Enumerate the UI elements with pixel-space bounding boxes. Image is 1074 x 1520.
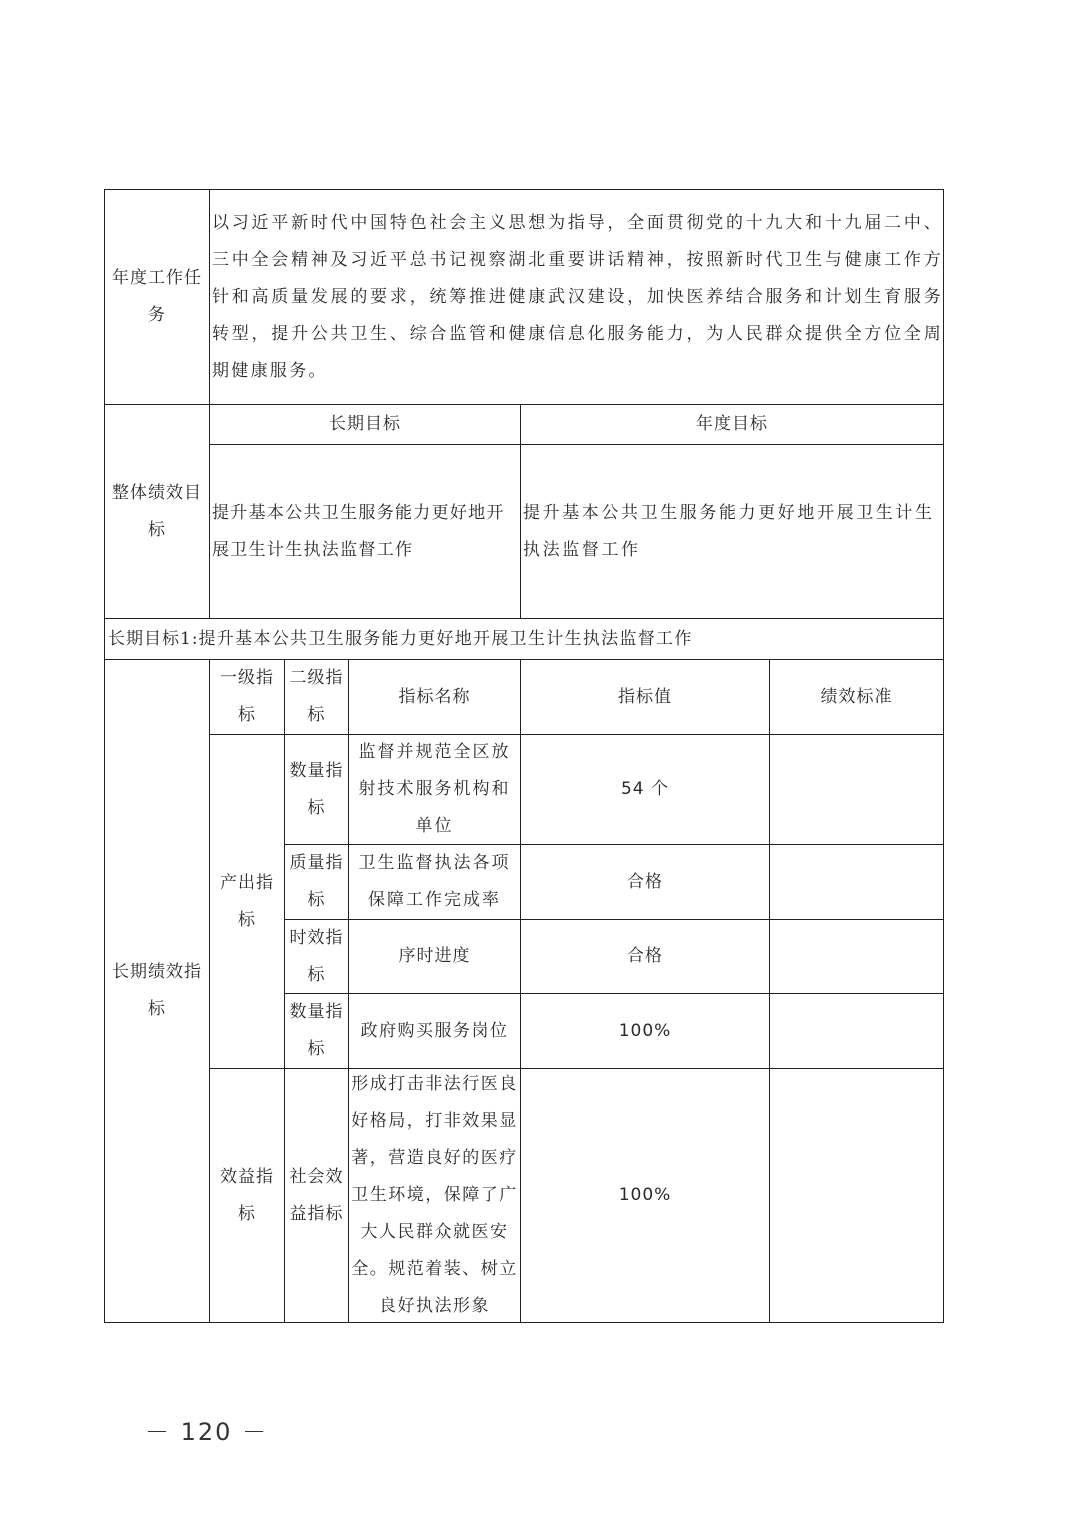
table-row-4-name	[349, 1069, 520, 1322]
name-text: 形成打击非法行医良好格局，打非效果显著，营造良好的医疗卫生环境，保障了广大人民群众就医安全。规范着装、树立良好执法形象	[351, 1074, 518, 1316]
value-text: 100%	[618, 1020, 672, 1041]
table-row-4-standard	[770, 1069, 943, 1322]
indicators-label	[105, 660, 209, 1322]
level1-benefit-text: 效益指标	[220, 1166, 274, 1224]
level1-benefit	[210, 1069, 284, 1322]
value-text: 合格	[627, 871, 663, 892]
long-content-text: 提升基本公共卫生服务能力更好地开展卫生计生执法监督工作	[212, 502, 505, 560]
overall-long-content	[210, 445, 520, 618]
overall-annual-header	[521, 405, 943, 444]
table-row-3-name	[349, 994, 520, 1068]
table-row-4-value	[521, 1069, 769, 1322]
level2-text: 社会效益指标	[289, 1166, 344, 1224]
table-row-2-name	[349, 920, 520, 993]
table-row-3-standard	[770, 994, 943, 1068]
level2-text: 数量指标	[289, 1002, 344, 1059]
value-text: 合格	[627, 946, 663, 966]
table-row-2-value	[521, 920, 769, 993]
table-row-0-standard	[770, 735, 943, 844]
task-content	[210, 190, 943, 404]
long-goal-row	[105, 619, 943, 659]
table-row-4-level2	[285, 1069, 348, 1322]
header-value-text: 指标值	[618, 686, 672, 707]
header-level2-text: 二级指标	[289, 668, 344, 725]
header-name	[349, 660, 520, 734]
table-row-1-standard	[770, 845, 943, 919]
name-text: 序时进度	[398, 946, 471, 966]
task-content-text: 以习近平新时代中国特色社会主义思想为指导，全面贯彻党的十九大和十九届二中、三中全会精神及习近平总书记视察湖北重要讲话精神，按照新时代卫生与健康工作方针和高质量发展的要求，统筹推进健康武汉建设，加快医养结合服务和计划生育服务转型，提升公共卫生、综合监管和健康信息化服务能力，为人民群众提供全方位全周期健康服务。	[212, 212, 943, 381]
level2-text: 质量指标	[289, 853, 344, 910]
table-row-0-level2	[285, 735, 348, 844]
overall-label-text: 整体绩效目标	[112, 482, 202, 540]
long-header-text: 长期目标	[329, 414, 401, 434]
page-number: － 120 －	[145, 1418, 269, 1446]
overall-label	[105, 405, 209, 618]
header-value	[521, 660, 769, 734]
table-row-3-value	[521, 994, 769, 1068]
level1-output	[210, 735, 284, 1068]
header-standard-text: 绩效标准	[820, 686, 893, 707]
table-row-0-name	[349, 735, 520, 844]
long-goal-label: 长期目标1:	[108, 628, 199, 649]
header-name-text: 指标名称	[398, 686, 471, 707]
header-level1-text: 一级指标	[220, 668, 274, 725]
value-text: 54 个	[620, 779, 670, 799]
table-row-3-level2	[285, 994, 348, 1068]
indicators-label-text: 长期绩效指标	[112, 962, 202, 1019]
table-row-1-name	[349, 845, 520, 919]
level2-text: 时效指标	[289, 927, 344, 985]
table-row-1-value	[521, 845, 769, 919]
name-text: 政府购买服务岗位	[360, 1020, 509, 1041]
table-row-2-level2	[285, 920, 348, 993]
name-text: 监督并规范全区放射技术服务机构和单位	[358, 742, 511, 836]
header-standard	[770, 660, 943, 734]
table-row-1-level2	[285, 845, 348, 919]
overall-annual-content	[521, 445, 943, 618]
level2-text: 数量指标	[289, 760, 344, 818]
long-goal-content: 提升基本公共卫生服务能力更好地开展卫生计生执法监督工作	[198, 628, 693, 649]
header-level2	[285, 660, 348, 734]
table-row-0-value	[521, 735, 769, 844]
level1-output-text: 产出指标	[220, 872, 274, 930]
annual-content-text: 提升基本公共卫生服务能力更好地开展卫生计生执法监督工作	[523, 502, 935, 560]
value-text: 100%	[618, 1185, 672, 1205]
header-level1	[210, 660, 284, 734]
name-text: 卫生监督执法各项保障工作完成率	[358, 853, 511, 910]
overall-long-header	[210, 405, 520, 444]
task-label	[105, 190, 209, 404]
table-row-2-standard	[770, 920, 943, 993]
task-label-text: 年度工作任务	[112, 268, 202, 325]
annual-header-text: 年度目标	[696, 414, 768, 434]
